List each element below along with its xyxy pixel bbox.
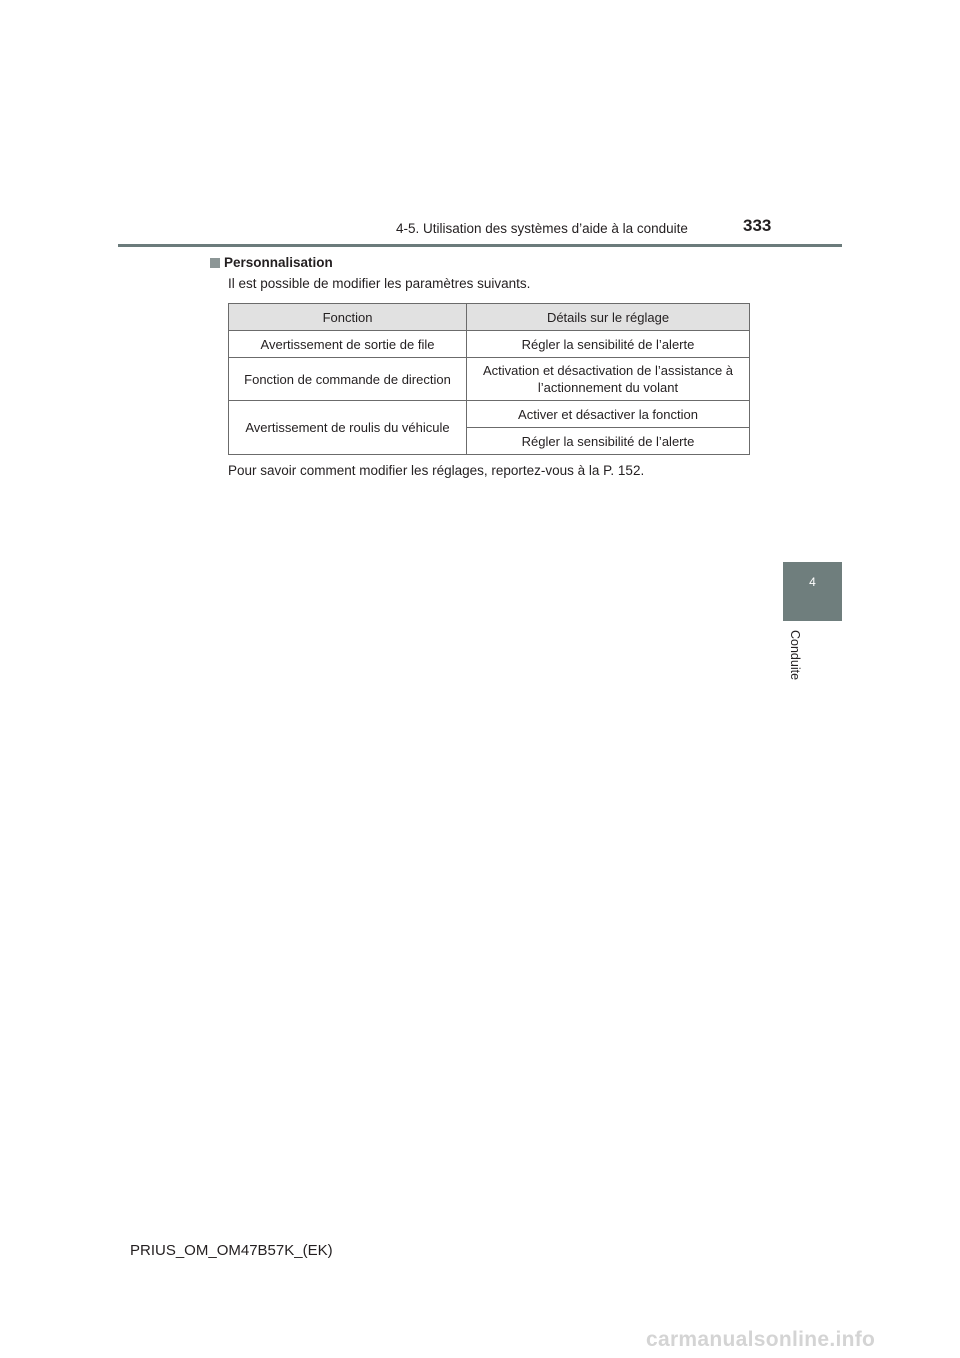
settings-table — [228, 303, 750, 455]
intro-paragraph: Il est possible de modifier les paramètres suivants. — [228, 276, 531, 291]
section-heading — [210, 255, 333, 270]
chapter-label: Conduite — [788, 630, 802, 681]
watermark: carmanualsonline.info — [646, 1328, 876, 1351]
table-cell-details: Activation et désactivation de l’assistance à l’actionnement du volant — [467, 358, 750, 401]
page-number: 333 — [743, 216, 772, 235]
section-title: 4-5. Utilisation des systèmes d’aide à la conduite — [396, 221, 688, 236]
table-header-row — [229, 304, 750, 331]
table-cell-function: Avertissement de sortie de file — [229, 331, 467, 358]
table-cell-function: Avertissement de roulis du véhicule — [229, 401, 467, 455]
table-cell-function: Fonction de commande de direction — [229, 358, 467, 401]
table-row — [229, 358, 750, 401]
table-cell-details: Activer et désactiver la fonction — [467, 401, 750, 428]
square-bullet-icon — [210, 258, 220, 268]
section-heading-text: Personnalisation — [224, 255, 333, 270]
table-cell-details: Régler la sensibilité de l’alerte — [467, 428, 750, 455]
chapter-tab — [783, 562, 842, 621]
table-row — [229, 331, 750, 358]
header-divider — [118, 244, 842, 247]
table-cell-details: Régler la sensibilité de l’alerte — [467, 331, 750, 358]
table-header-cell: Détails sur le réglage — [467, 304, 750, 331]
chapter-number: 4 — [809, 575, 816, 589]
document-code: PRIUS_OM_OM47B57K_(EK) — [130, 1242, 333, 1259]
table-row — [229, 401, 750, 428]
reference-paragraph: Pour savoir comment modifier les réglages, reportez-vous à la P. 152. — [228, 463, 645, 478]
table-header-cell: Fonction — [229, 304, 467, 331]
